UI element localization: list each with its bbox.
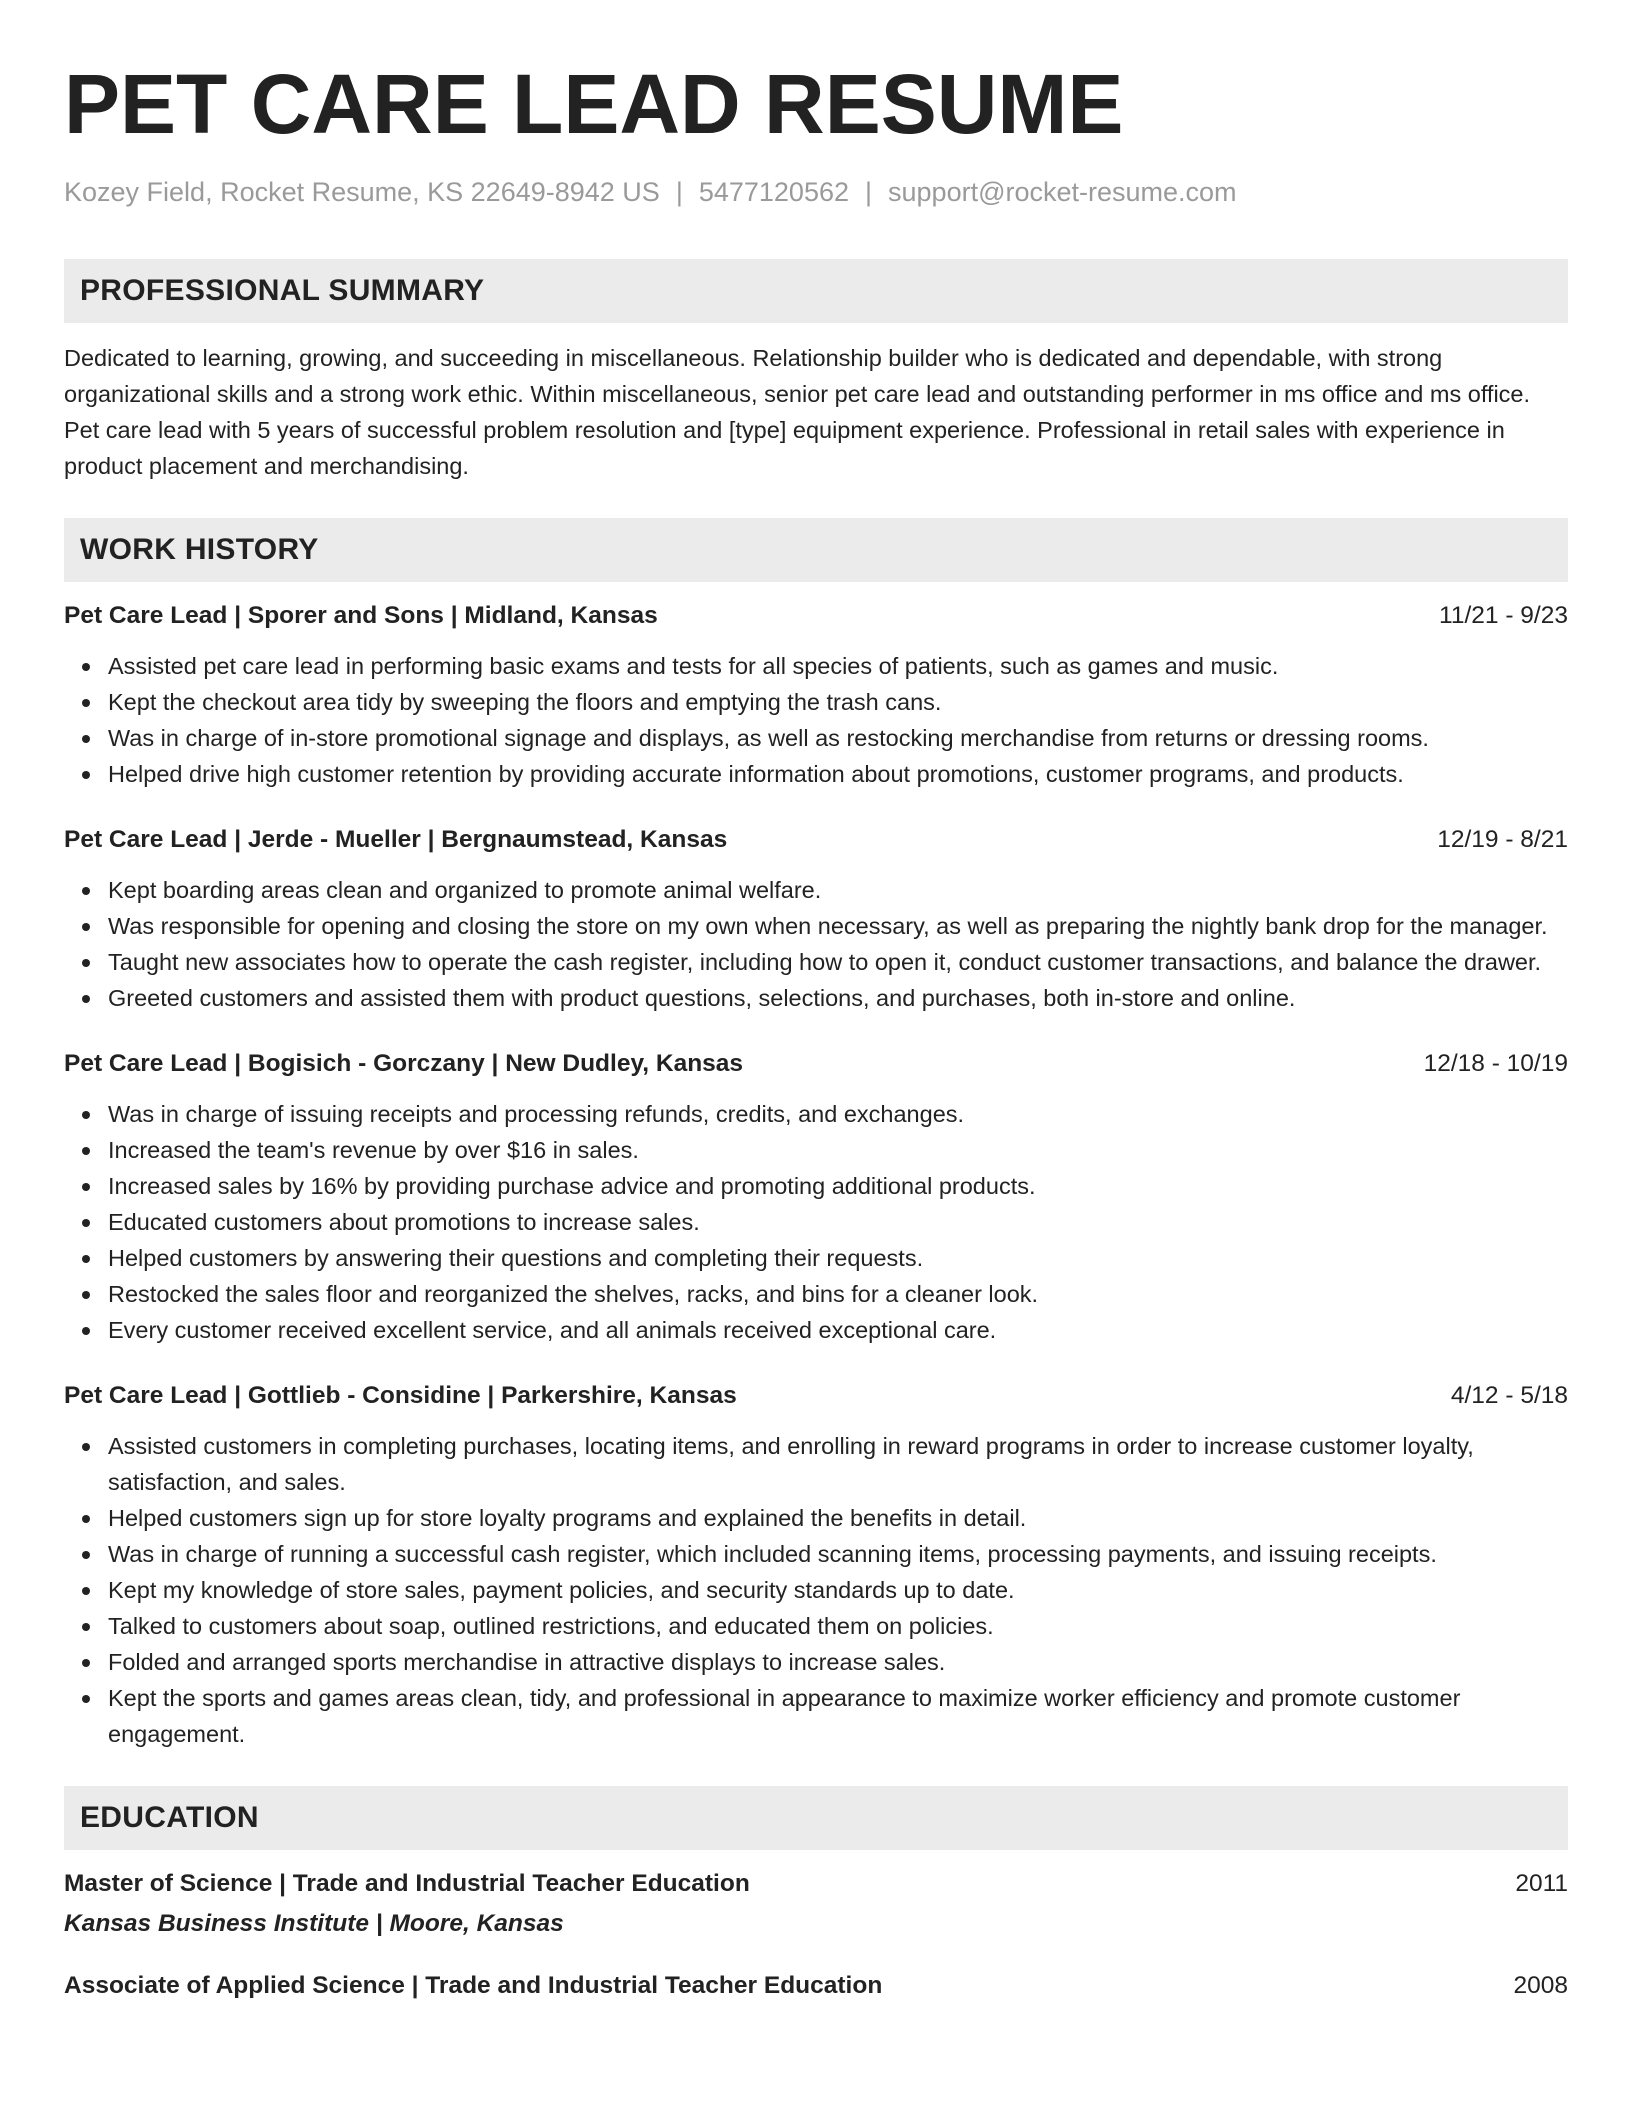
job-header [64,822,1568,858]
contact-separator: | [675,177,683,207]
job-bullets [64,1096,1568,1348]
job-bullet: Helped customers sign up for store loyalty programs and explained the benefits in detail. [108,1500,1568,1536]
job-bullet: Talked to customers about soap, outlined restrictions, and educated them on policies. [108,1608,1568,1644]
job-entry [64,598,1568,792]
education-entry [64,1866,1568,1942]
education-year: 2011 [1515,1870,1568,1897]
education-header [64,1968,1568,2004]
section-header-education: EDUCATION [64,1786,1568,1850]
job-dates: 11/21 - 9/23 [1439,602,1568,629]
job-bullet: Kept my knowledge of store sales, payment policies, and security standards up to date. [108,1572,1568,1608]
contact-line [64,174,1568,210]
job-bullet: Assisted pet care lead in performing basic exams and tests for all species of patients, such as games and music. [108,648,1568,684]
job-bullet: Was in charge of in-store promotional signage and displays, as well as restocking merchandise from returns or dressing rooms. [108,720,1568,756]
education-entry [64,1968,1568,2004]
contact-phone: 5477120562 [698,177,849,207]
education-degree: Master of Science | Trade and Industrial Teacher Education [64,1870,750,1897]
job-entry [64,822,1568,1016]
job-bullets [64,648,1568,792]
job-title: Pet Care Lead | Bogisich - Gorczany | New Dudley, Kansas [64,1050,744,1077]
job-bullet: Kept the checkout area tidy by sweeping the floors and emptying the trash cans. [108,684,1568,720]
job-bullet: Folded and arranged sports merchandise in attractive displays to increase sales. [108,1644,1568,1680]
job-bullets [64,872,1568,1016]
job-title: Pet Care Lead | Sporer and Sons | Midland, Kansas [64,602,658,629]
job-bullet: Assisted customers in completing purchases, locating items, and enrolling in reward programs in order to increase customer loyalty, satisfaction, and sales. [108,1428,1568,1500]
job-dates: 12/18 - 10/19 [1423,1050,1568,1077]
job-dates: 4/12 - 5/18 [1450,1382,1568,1409]
job-title: Pet Care Lead | Gottlieb - Considine | Parkershire, Kansas [64,1382,737,1409]
job-bullet: Increased sales by 16% by providing purchase advice and promoting additional products. [108,1168,1568,1204]
job-bullet: Was in charge of running a successful cash register, which included scanning items, processing payments, and issuing receipts. [108,1536,1568,1572]
job-entry [64,1378,1568,1752]
education-degree: Associate of Applied Science | Trade and Industrial Teacher Education [64,1972,883,1999]
education-year: 2008 [1513,1972,1568,1999]
contact-email: support@rocket-resume.com [888,177,1237,207]
job-bullet: Was responsible for opening and closing the store on my own when necessary, as well as preparing the nightly bank drop for the manager. [108,908,1568,944]
job-entry [64,1046,1568,1348]
section-header-work-history: WORK HISTORY [64,518,1568,582]
section-header-summary: PROFESSIONAL SUMMARY [64,259,1568,323]
job-bullet: Kept boarding areas clean and organized to promote animal welfare. [108,872,1568,908]
job-bullet: Every customer received excellent service, and all animals received exceptional care. [108,1312,1568,1348]
job-header [64,1046,1568,1082]
job-bullet: Taught new associates how to operate the cash register, including how to open it, conduct customer transactions, and balance the drawer. [108,944,1568,980]
job-bullet: Restocked the sales floor and reorganized the shelves, racks, and bins for a cleaner look. [108,1276,1568,1312]
contact-separator: | [865,177,873,207]
contact-address: Kozey Field, Rocket Resume, KS 22649-8942 US [64,177,660,207]
job-bullet: Greeted customers and assisted them with product questions, selections, and purchases, both in-store and online. [108,980,1568,1016]
job-dates: 12/19 - 8/21 [1437,826,1568,853]
summary-text: Dedicated to learning, growing, and succeeding in miscellaneous. Relationship builder who is dedicated and dependable, with strong organizational skills and a strong work ethic. Within miscellaneous, senior pet care lead and outstanding performer in ms office and ms office. Pet care lead with 5 years of successful problem resolution and [type] equipment experience. Professional in retail sales with experience in product placement and merchandising. [64,345,1531,479]
job-bullet: Helped drive high customer retention by providing accurate information about promotions, customer programs, and products. [108,756,1568,792]
education-school: Kansas Business Institute | Moore, Kansas [64,1910,564,1937]
job-bullet: Helped customers by answering their questions and completing their requests. [108,1240,1568,1276]
job-bullet: Kept the sports and games areas clean, tidy, and professional in appearance to maximize worker efficiency and promote customer engagement. [108,1680,1568,1752]
job-bullet: Was in charge of issuing receipts and processing refunds, credits, and exchanges. [108,1096,1568,1132]
job-header [64,598,1568,634]
resume-title: PET CARE LEAD RESUME [64,57,1124,151]
job-bullet: Increased the team's revenue by over $16 in sales. [108,1132,1568,1168]
job-bullets [64,1428,1568,1752]
job-title: Pet Care Lead | Jerde - Mueller | Bergnaumstead, Kansas [64,826,728,853]
education-header [64,1866,1568,1902]
resume-page [64,0,1568,2004]
job-header [64,1378,1568,1414]
job-bullet: Educated customers about promotions to increase sales. [108,1204,1568,1240]
